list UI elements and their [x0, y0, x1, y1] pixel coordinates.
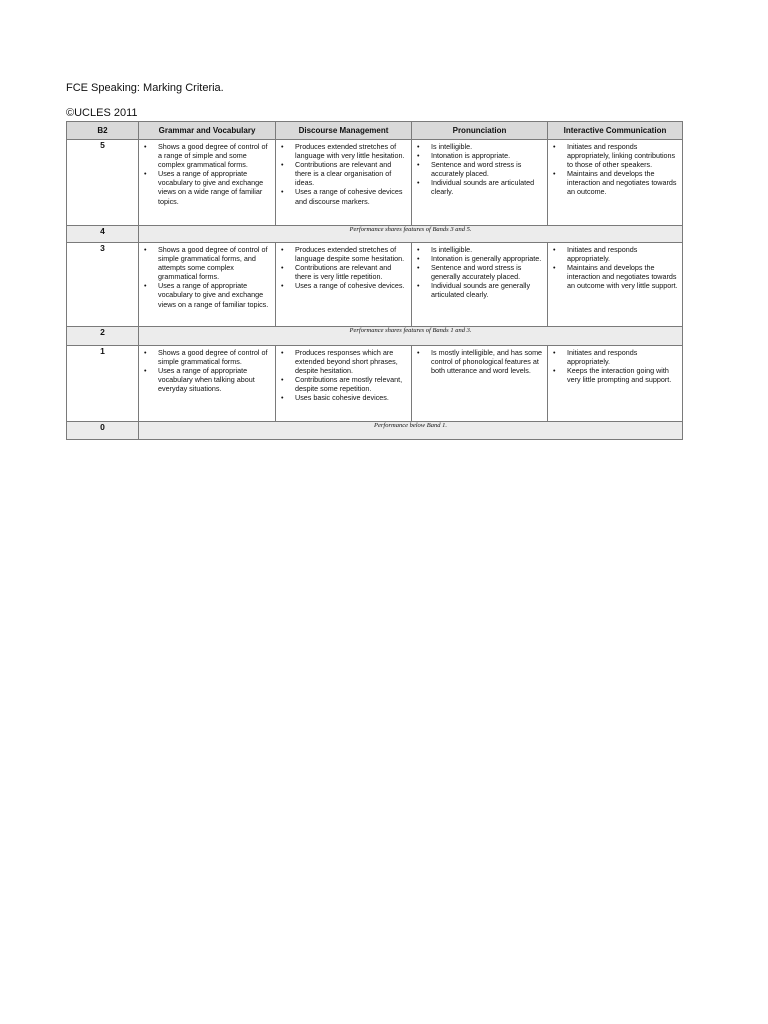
band-label: 0 [67, 422, 139, 440]
criterion-item: • Individual sounds are generally articulated clearly. [414, 281, 544, 299]
criterion-item: • Intonation is generally appropriate. [414, 254, 544, 263]
header-discourse-management: Discourse Management [276, 122, 412, 140]
interactive-communication-cell [548, 346, 683, 422]
criterion-item: • Is mostly intelligible, and has some control of phonological features at both utterance and word levels. [414, 348, 544, 375]
criterion-item: • Initiates and responds appropriately, linking contributions to those of other speakers. [550, 142, 679, 169]
criteria-list [414, 142, 544, 197]
pronunciation-cell [412, 243, 548, 327]
discourse-management-cell [276, 346, 412, 422]
criterion-item: • Individual sounds are articulated clearly. [414, 178, 544, 196]
pronunciation-cell [412, 140, 548, 226]
criterion-item: • Produces responses which are extended beyond short phrases, despite hesitation. [278, 348, 408, 375]
criterion-item: • Shows a good degree of control of a range of simple and some complex grammatical forms. [141, 142, 272, 169]
band-3-row [67, 243, 683, 327]
criterion-item: • Uses a range of appropriate vocabulary to give and exchange views on a wide range of familiar topics. [141, 169, 272, 205]
header-level: B2 [67, 122, 139, 140]
band-label: 3 [67, 243, 139, 327]
shared-features-note: Performance below Band 1. [139, 422, 683, 440]
header-grammar-vocabulary: Grammar and Vocabulary [139, 122, 276, 140]
interactive-communication-cell [548, 243, 683, 327]
document-title: FCE Speaking: Marking Criteria. [66, 82, 224, 94]
shared-features-note: Performance shares features of Bands 1 and 3. [139, 327, 683, 346]
band-label: 2 [67, 327, 139, 346]
band-0-row [67, 422, 683, 440]
marking-criteria-table [66, 121, 683, 440]
header-row [67, 122, 683, 140]
interactive-communication-cell [548, 140, 683, 226]
band-label: 5 [67, 140, 139, 226]
criteria-list [414, 348, 544, 375]
criterion-item: • Contributions are mostly relevant, despite some repetition. [278, 375, 408, 393]
band-4-row [67, 226, 683, 243]
criterion-item: • Contributions are relevant and there is a clear organisation of ideas. [278, 160, 408, 187]
criteria-list [550, 142, 679, 197]
discourse-management-cell [276, 140, 412, 226]
grammar-vocabulary-cell [139, 243, 276, 327]
criteria-list [141, 348, 272, 393]
criterion-item: • Produces extended stretches of language despite some hesitation. [278, 245, 408, 263]
criteria-list [550, 348, 679, 384]
criterion-item: • Maintains and develops the interaction and negotiates towards an outcome. [550, 169, 679, 196]
criterion-item: • Intonation is appropriate. [414, 151, 544, 160]
criteria-list [141, 142, 272, 206]
criteria-list [278, 348, 408, 403]
criteria-list [414, 245, 544, 300]
header-pronunciation: Pronunciation [412, 122, 548, 140]
criteria-list [278, 245, 408, 290]
criterion-item: • Maintains and develops the interaction and negotiates towards an outcome with very little support. [550, 263, 679, 290]
criterion-item: • Uses a range of appropriate vocabulary when talking about everyday situations. [141, 366, 272, 393]
criterion-item: • Keeps the interaction going with very little prompting and support. [550, 366, 679, 384]
criteria-list [141, 245, 272, 309]
criterion-item: • Uses a range of cohesive devices. [278, 281, 408, 290]
criteria-list [550, 245, 679, 290]
band-1-row [67, 346, 683, 422]
header-interactive-communication: Interactive Communication [548, 122, 683, 140]
criterion-item: • Shows a good degree of control of simple grammatical forms. [141, 348, 272, 366]
criterion-item: • Is intelligible. [414, 142, 544, 151]
band-2-row [67, 327, 683, 346]
discourse-management-cell [276, 243, 412, 327]
copyright-line: ©UCLES 2011 [66, 107, 138, 119]
criterion-item: • Shows a good degree of control of simple grammatical forms, and attempts some complex grammatical forms. [141, 245, 272, 281]
criterion-item: • Sentence and word stress is generally accurately placed. [414, 263, 544, 281]
criterion-item: • Contributions are relevant and there is very little repetition. [278, 263, 408, 281]
criterion-item: • Initiates and responds appropriately. [550, 348, 679, 366]
band-label: 4 [67, 226, 139, 243]
band-5-row [67, 140, 683, 226]
criterion-item: • Is intelligible. [414, 245, 544, 254]
criterion-item: • Initiates and responds appropriately. [550, 245, 679, 263]
criterion-item: • Sentence and word stress is accurately placed. [414, 160, 544, 178]
pronunciation-cell [412, 346, 548, 422]
criteria-list [278, 142, 408, 206]
criterion-item: • Uses a range of appropriate vocabulary to give and exchange views on a range of familiar topics. [141, 281, 272, 308]
criterion-item: • Uses basic cohesive devices. [278, 393, 408, 402]
shared-features-note: Performance shares features of Bands 3 and 5. [139, 226, 683, 243]
band-label: 1 [67, 346, 139, 422]
criterion-item: • Uses a range of cohesive devices and discourse markers. [278, 187, 408, 205]
grammar-vocabulary-cell [139, 140, 276, 226]
criterion-item: • Produces extended stretches of language with very little hesitation. [278, 142, 408, 160]
grammar-vocabulary-cell [139, 346, 276, 422]
